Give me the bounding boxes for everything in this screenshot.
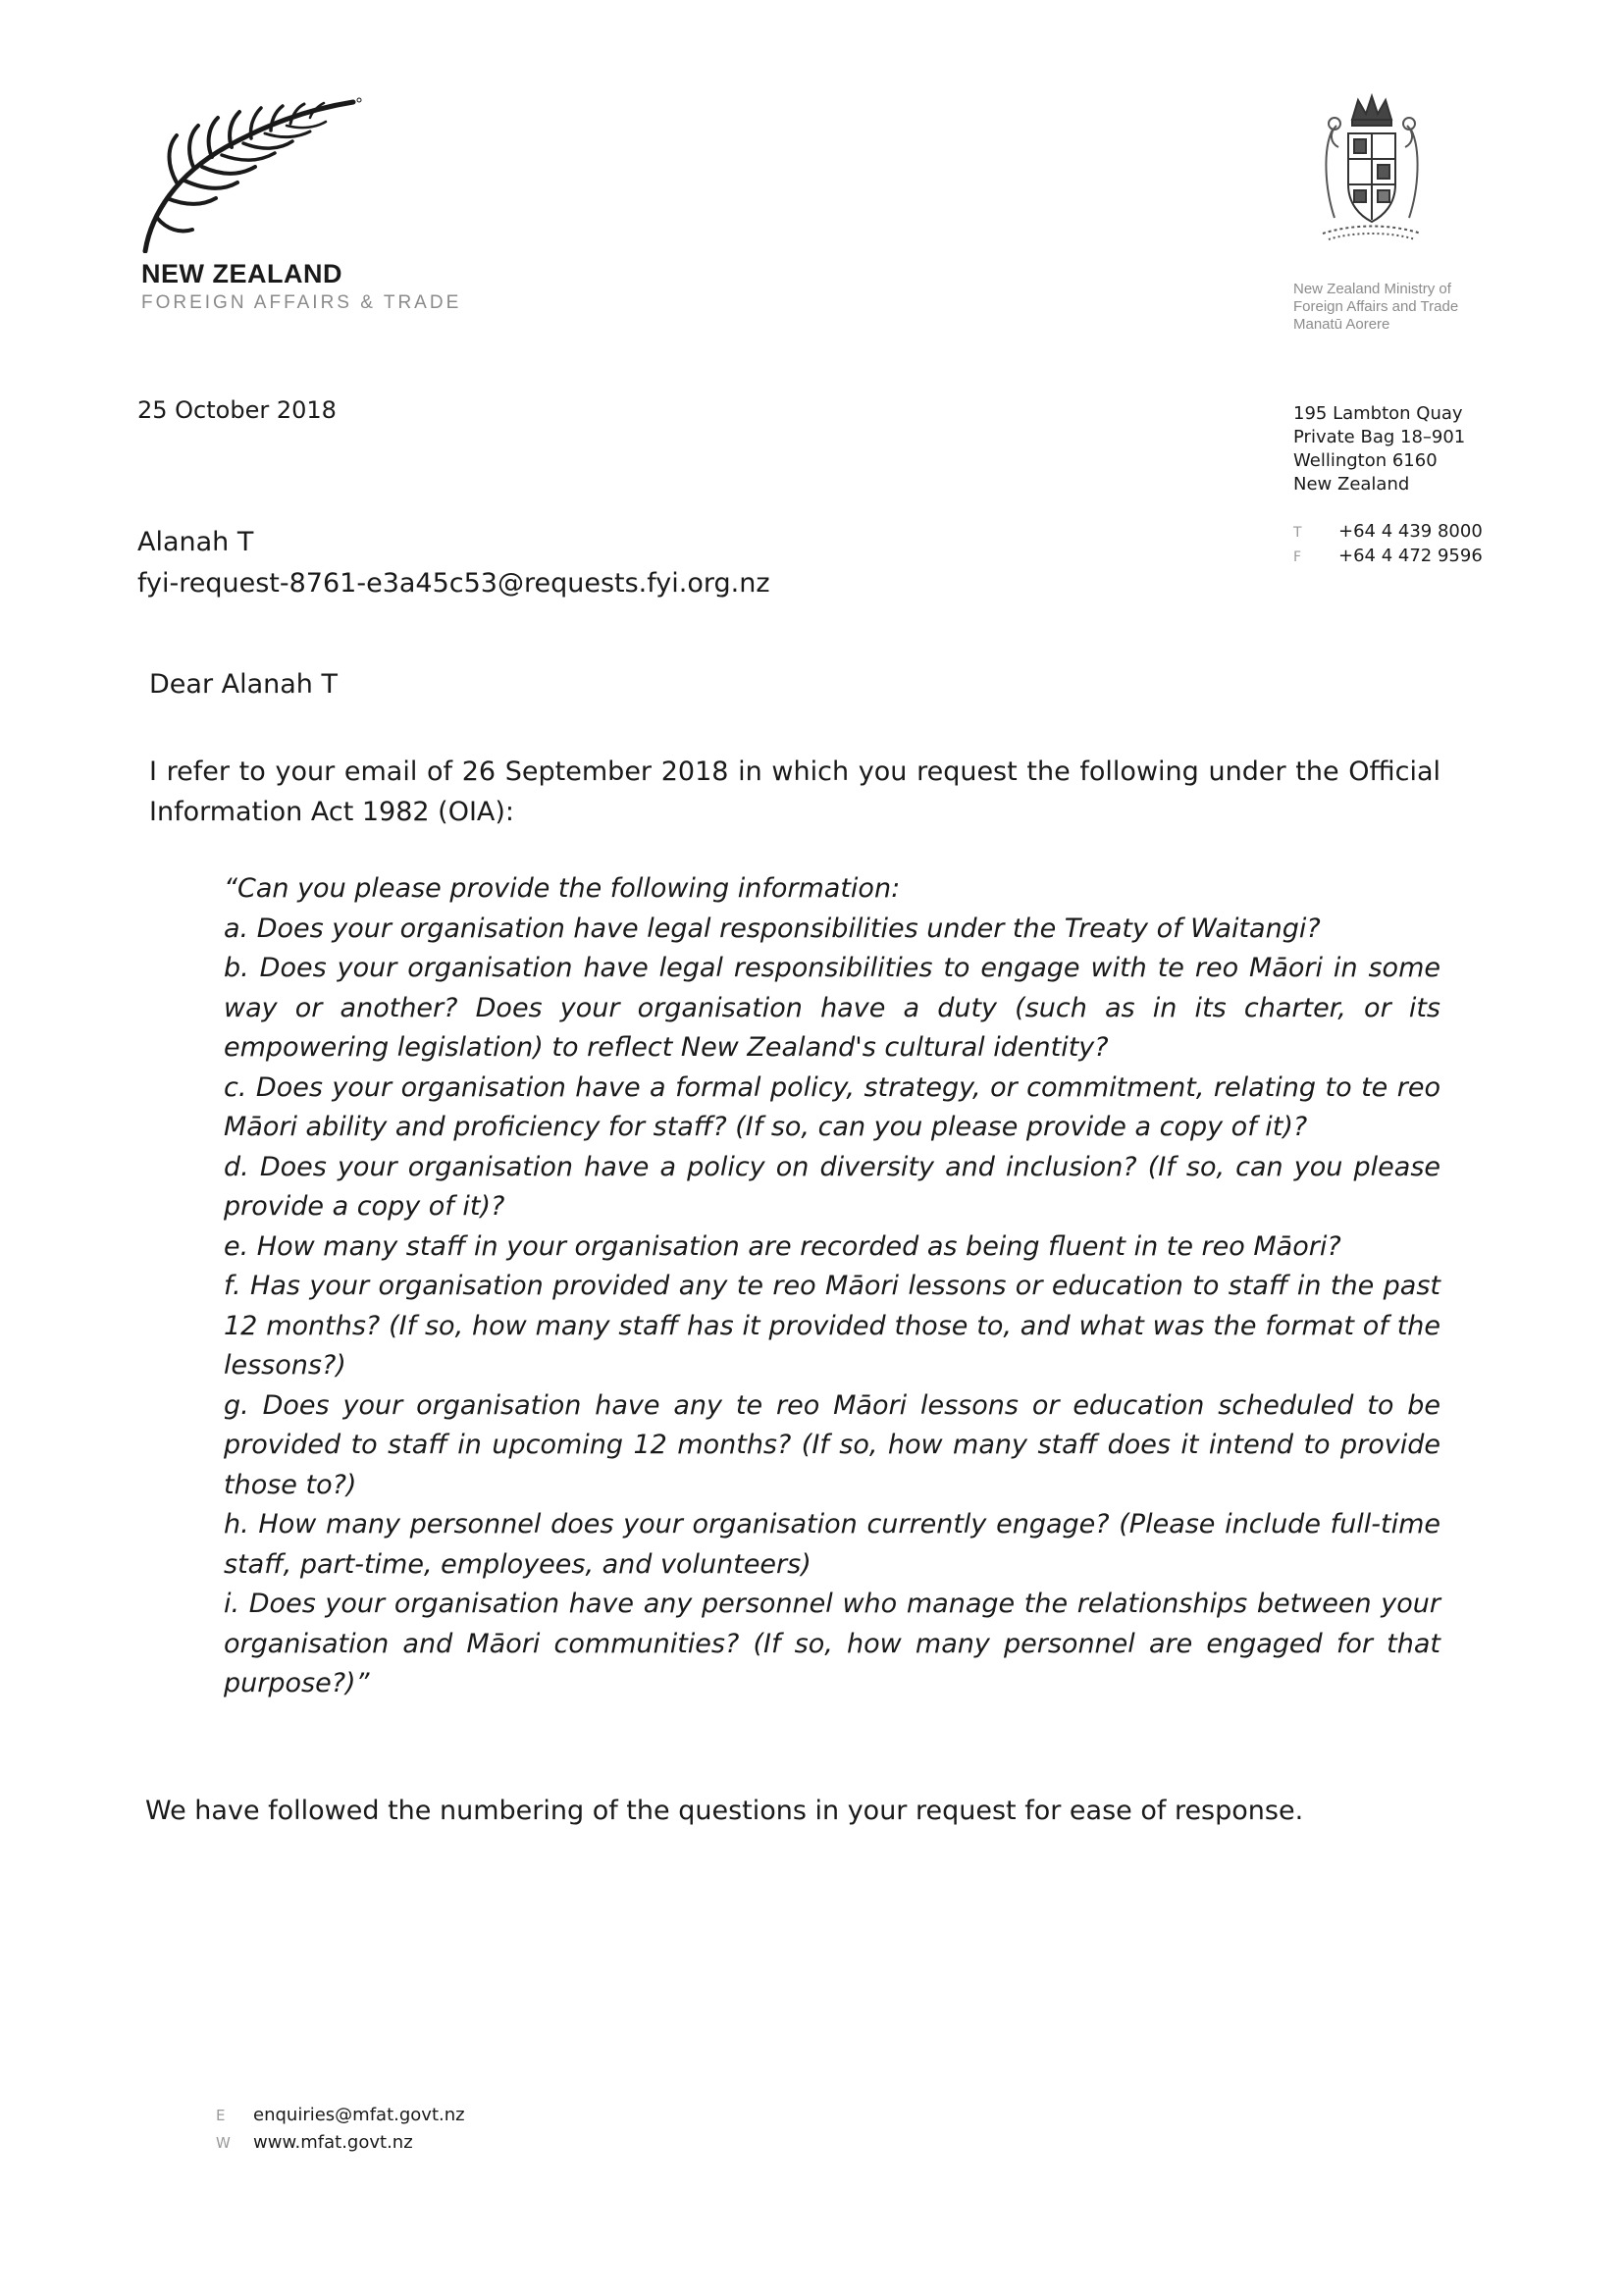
- quoted-request: [224, 869, 1440, 1704]
- recipient-name: Alanah T: [137, 527, 254, 557]
- recipient-email: fyi-request-8761-e3a45c53@requests.fyi.org.nz: [137, 568, 770, 599]
- ministry-name: [1293, 281, 1458, 334]
- web-label: W: [216, 2134, 231, 2152]
- salutation: Dear Alanah T: [149, 669, 338, 700]
- quote-line: f. Has your organisation provided any te reo Māori lessons or education to staff in the past 12 months? (If so, how many staff has it provided those to, and what was the format of the lessons?): [224, 1271, 1440, 1381]
- sender-address: [1293, 402, 1465, 496]
- letter-date: 25 October 2018: [137, 396, 337, 424]
- quote-line: e. How many staff in your organisation are recorded as being fluent in te reo Māori?: [224, 1230, 1341, 1262]
- recipient-block: [137, 522, 770, 604]
- address-line: Wellington 6160: [1293, 450, 1438, 471]
- footer-email-link[interactable]: enquiries@mfat.govt.nz: [253, 2105, 465, 2125]
- email-label: E: [216, 2107, 226, 2124]
- footer-email-row: [216, 2102, 465, 2129]
- address-line: 195 Lambton Quay: [1293, 403, 1463, 424]
- address-line: Private Bag 18–901: [1293, 427, 1466, 447]
- coat-of-arms-icon: [1293, 90, 1450, 247]
- phone-number: +64 4 439 8000: [1338, 521, 1483, 542]
- quote-line: d. Does your organisation have a policy on diversity and inclusion? (If so, can you please provide a copy of it)?: [224, 1151, 1440, 1222]
- address-line: New Zealand: [1293, 474, 1410, 495]
- quote-line: i. Does your organisation have any personnel who manage the relationships between your organisation and Māori communities? (If so, how many personnel are engaged for that purpose?)”: [224, 1589, 1440, 1698]
- quote-line: “Can you please provide the following information:: [224, 873, 901, 904]
- ministry-line: Manatū Aorere: [1293, 316, 1390, 333]
- footer-contacts: [216, 2102, 465, 2157]
- brand-wordmark: NEW ZEALAND: [141, 259, 342, 288]
- fax-number: +64 4 472 9596: [1338, 546, 1483, 566]
- quote-line: g. Does your organisation have any te reo Māori lessons or education scheduled to be provided to staff in upcoming 12 months? (If so, how many staff does it intend to provide those to?): [224, 1389, 1440, 1500]
- silver-fern-icon: [137, 96, 363, 253]
- nz-fern-logo: [137, 96, 491, 322]
- quote-line: h. How many personnel does your organisation currently engage? (Please include full-time staff, part-time, employees, and volunteers): [224, 1509, 1440, 1580]
- quote-line: b. Does your organisation have legal responsibilities to engage with te reo Māori in some way or another? Does your organisation have a duty (such as in its charter, or its empowering legislation) to reflect New Zealand's cultural identity?: [224, 953, 1440, 1063]
- ministry-line: Foreign Affairs and Trade: [1293, 298, 1459, 315]
- quote-line: c. Does your organisation have a formal policy, strategy, or commitment, relating to te reo Māori ability and proficiency for staff? (If so, can you please provide a copy of it)?: [224, 1071, 1440, 1142]
- intro-paragraph: I refer to your email of 26 September 2018 in which you request the following under the Official Information Act 1982 (OIA):: [149, 757, 1440, 827]
- ministry-line: New Zealand Ministry of: [1293, 281, 1451, 297]
- phone-label: T: [1293, 525, 1302, 541]
- contact-numbers: [1293, 520, 1483, 569]
- fax-label: F: [1293, 549, 1302, 565]
- fax-row: [1293, 545, 1483, 569]
- brand-subtitle: FOREIGN AFFAIRS & TRADE: [141, 292, 462, 313]
- footer-web-row: [216, 2129, 465, 2157]
- quote-line: a. Does your organisation have legal responsibilities under the Treaty of Waitangi?: [224, 913, 1321, 944]
- closing-paragraph: We have followed the numbering of the questions in your request for ease of response.: [145, 1796, 1304, 1826]
- footer-web-link[interactable]: www.mfat.govt.nz: [253, 2132, 413, 2153]
- phone-row: [1293, 520, 1483, 545]
